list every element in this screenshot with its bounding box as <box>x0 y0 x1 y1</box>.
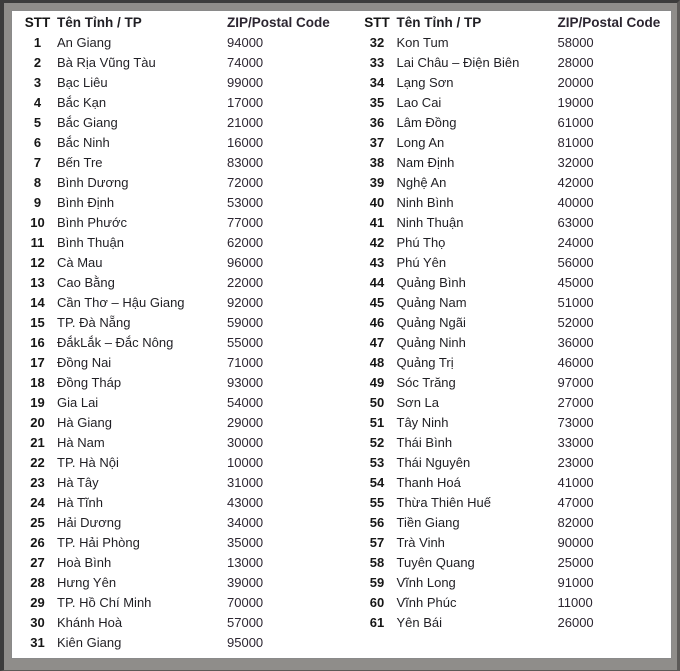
row-province-name: Lai Châu – Điện Biên <box>396 55 520 70</box>
row-stt: 28 <box>30 575 45 590</box>
row-zip-code: 23000 <box>557 455 594 470</box>
row-stt: 17 <box>30 355 45 370</box>
table-row <box>358 273 672 293</box>
row-province-name: Quảng Bình <box>396 275 466 290</box>
row-province-name: Thừa Thiên Huế <box>396 495 491 510</box>
row-stt: 48 <box>369 355 385 370</box>
row-stt: 60 <box>369 595 385 610</box>
row-zip-code: 71000 <box>227 355 264 370</box>
row-zip-code: 42000 <box>557 175 594 190</box>
table-row <box>358 533 672 553</box>
row-province-name: Nam Định <box>396 155 455 170</box>
table-row <box>18 133 342 153</box>
row-province-name: Long An <box>396 135 445 150</box>
row-stt: 9 <box>33 195 42 210</box>
row-province-name: Yên Bái <box>396 615 443 630</box>
row-stt: 13 <box>30 275 45 290</box>
row-zip-code: 57000 <box>227 615 264 630</box>
row-zip-code: 26000 <box>557 615 594 630</box>
row-zip-code: 13000 <box>227 555 264 570</box>
row-stt: 27 <box>30 555 45 570</box>
table-row <box>18 433 342 453</box>
row-province-name: TP. Hồ Chí Minh <box>57 595 152 610</box>
row-province-name: Sơn La <box>396 395 439 410</box>
row-zip-code: 74000 <box>227 55 264 70</box>
row-zip-code: 34000 <box>227 515 264 530</box>
row-province-name: Đồng Nai <box>57 355 112 370</box>
row-zip-code: 53000 <box>227 195 264 210</box>
table-body-right <box>358 33 672 633</box>
table-row <box>358 473 672 493</box>
row-stt: 2 <box>33 55 42 70</box>
postal-code-table-sheet <box>11 10 672 659</box>
row-stt: 54 <box>369 475 385 490</box>
row-stt: 37 <box>369 135 385 150</box>
row-zip-code: 11000 <box>557 595 593 610</box>
row-zip-code: 29000 <box>227 415 264 430</box>
row-zip-code: 10000 <box>227 455 264 470</box>
row-stt: 47 <box>369 335 385 350</box>
row-zip-code: 43000 <box>227 495 264 510</box>
row-zip-code: 99000 <box>227 75 264 90</box>
row-zip-code: 93000 <box>227 375 264 390</box>
row-province-name: Lâm Đồng <box>396 115 457 130</box>
table-row <box>358 193 672 213</box>
row-province-name: Bình Dương <box>57 175 129 190</box>
table-row <box>18 593 342 613</box>
row-stt: 16 <box>30 335 45 350</box>
table-header-right <box>358 13 672 33</box>
row-zip-code: 47000 <box>557 495 594 510</box>
row-zip-code: 70000 <box>227 595 264 610</box>
table-row <box>18 513 342 533</box>
row-province-name: Vĩnh Long <box>396 575 456 590</box>
table-row <box>358 553 672 573</box>
row-stt: 20 <box>30 415 45 430</box>
row-zip-code: 81000 <box>557 135 594 150</box>
row-zip-code: 27000 <box>557 395 594 410</box>
row-province-name: Tây Ninh <box>396 415 449 430</box>
table-row <box>358 433 672 453</box>
table-row <box>18 393 342 413</box>
table-row <box>358 153 672 173</box>
row-zip-code: 52000 <box>557 315 594 330</box>
row-stt: 51 <box>369 415 385 430</box>
row-province-name: Vĩnh Phúc <box>396 595 457 610</box>
row-stt: 21 <box>30 435 45 450</box>
row-zip-code: 30000 <box>227 435 264 450</box>
row-province-name: Bến Tre <box>57 155 103 170</box>
row-stt: 44 <box>369 275 385 290</box>
row-province-name: Quảng Nam <box>396 295 467 310</box>
table-row <box>358 53 672 73</box>
row-province-name: Tiền Giang <box>396 515 460 530</box>
row-stt: 59 <box>369 575 385 590</box>
row-stt: 10 <box>30 215 45 230</box>
row-stt: 15 <box>30 315 45 330</box>
row-zip-code: 83000 <box>227 155 264 170</box>
table-row <box>18 553 342 573</box>
row-stt: 50 <box>369 395 385 410</box>
row-stt: 56 <box>369 515 385 530</box>
table-row <box>18 333 342 353</box>
row-province-name: TP. Hà Nội <box>57 455 119 470</box>
row-province-name: TP. Đà Nẵng <box>57 315 131 330</box>
row-province-name: Sóc Trăng <box>396 375 456 390</box>
row-province-name: Tuyên Quang <box>396 555 475 570</box>
table-row <box>358 213 672 233</box>
row-stt: 40 <box>369 195 385 210</box>
row-zip-code: 56000 <box>557 255 594 270</box>
row-province-name: TP. Hải Phòng <box>57 535 140 550</box>
table-row <box>18 233 342 253</box>
row-zip-code: 32000 <box>557 155 594 170</box>
row-stt: 61 <box>369 615 385 630</box>
row-zip-code: 21000 <box>227 115 264 130</box>
row-zip-code: 97000 <box>557 375 594 390</box>
row-zip-code: 36000 <box>557 335 594 350</box>
row-zip-code: 28000 <box>557 55 594 70</box>
row-stt: 34 <box>369 75 385 90</box>
row-stt: 12 <box>30 255 45 270</box>
province-zip-table-right <box>342 13 672 658</box>
table-row <box>358 333 672 353</box>
row-zip-code: 51000 <box>557 295 594 310</box>
row-zip-code: 31000 <box>227 475 264 490</box>
table-row <box>358 393 672 413</box>
row-stt: 45 <box>369 295 385 310</box>
row-zip-code: 73000 <box>557 415 594 430</box>
row-province-name: Hà Tây <box>57 475 99 490</box>
row-zip-code: 20000 <box>557 75 594 90</box>
row-province-name: Lạng Sơn <box>396 75 454 90</box>
row-zip-code: 55000 <box>227 335 264 350</box>
row-stt: 32 <box>369 35 385 50</box>
row-stt: 6 <box>33 135 42 150</box>
row-stt: 18 <box>30 375 45 390</box>
row-zip-code: 58000 <box>557 35 594 50</box>
row-zip-code: 63000 <box>557 215 594 230</box>
row-zip-code: 54000 <box>227 395 264 410</box>
row-province-name: Quảng Ngãi <box>396 315 466 330</box>
row-province-name: Đồng Tháp <box>57 375 122 390</box>
table-row <box>358 233 672 253</box>
row-zip-code: 41000 <box>557 475 594 490</box>
header-province-name: Tên Tỉnh / TP <box>57 15 142 30</box>
row-zip-code: 16000 <box>227 135 264 150</box>
row-province-name: Thanh Hoá <box>396 475 461 490</box>
row-zip-code: 72000 <box>227 175 264 190</box>
table-row <box>18 93 342 113</box>
row-zip-code: 94000 <box>227 35 264 50</box>
row-zip-code: 46000 <box>557 355 594 370</box>
row-zip-code: 77000 <box>227 215 264 230</box>
row-stt: 38 <box>369 155 385 170</box>
row-province-name: Quảng Ninh <box>396 335 466 350</box>
header-zip-code: ZIP/Postal Code <box>557 15 661 30</box>
row-province-name: Thái Nguyên <box>396 455 471 470</box>
row-stt: 41 <box>369 215 385 230</box>
table-row <box>18 613 342 633</box>
table-row <box>18 193 342 213</box>
row-zip-code: 24000 <box>557 235 594 250</box>
row-zip-code: 95000 <box>227 635 264 650</box>
row-zip-code: 61000 <box>557 115 594 130</box>
row-stt: 31 <box>30 635 45 650</box>
row-stt: 23 <box>30 475 45 490</box>
row-zip-code: 45000 <box>557 275 594 290</box>
table-row <box>18 493 342 513</box>
table-row <box>18 453 342 473</box>
row-zip-code: 35000 <box>227 535 264 550</box>
row-stt: 53 <box>369 455 385 470</box>
row-province-name: Thái Bình <box>396 435 453 450</box>
row-zip-code: 19000 <box>557 95 594 110</box>
row-zip-code: 92000 <box>227 295 264 310</box>
row-zip-code: 33000 <box>557 435 594 450</box>
row-province-name: Nghệ An <box>396 175 447 190</box>
row-province-name: Bình Định <box>57 195 115 210</box>
table-row <box>18 573 342 593</box>
row-zip-code: 96000 <box>227 255 264 270</box>
header-stt: STT <box>364 15 390 30</box>
row-province-name: Hải Dương <box>57 515 122 530</box>
row-zip-code: 59000 <box>227 315 264 330</box>
table-row <box>358 93 672 113</box>
row-province-name: An Giang <box>57 35 112 50</box>
row-province-name: Trà Vinh <box>396 535 445 550</box>
row-province-name: Bình Phước <box>57 215 127 230</box>
row-province-name: Kon Tum <box>396 35 449 50</box>
row-stt: 24 <box>30 495 45 510</box>
table-row <box>18 533 342 553</box>
row-stt: 19 <box>30 395 45 410</box>
row-stt: 4 <box>33 95 42 110</box>
row-stt: 43 <box>369 255 385 270</box>
table-row <box>18 373 342 393</box>
header-stt: STT <box>24 15 51 30</box>
table-row <box>18 473 342 493</box>
row-province-name: Kiên Giang <box>57 635 122 650</box>
row-zip-code: 39000 <box>227 575 264 590</box>
row-province-name: Ninh Bình <box>396 195 454 210</box>
row-province-name: Cao Bằng <box>57 275 115 290</box>
table-row <box>358 73 672 93</box>
row-stt: 29 <box>30 595 45 610</box>
table-row <box>18 413 342 433</box>
row-province-name: Phú Thọ <box>396 235 446 250</box>
row-stt: 57 <box>369 535 385 550</box>
province-zip-table-left <box>12 13 342 658</box>
row-province-name: Hà Nam <box>57 435 105 450</box>
table-row <box>358 593 672 613</box>
row-zip-code: 40000 <box>557 195 594 210</box>
row-province-name: Quảng Trị <box>396 355 454 370</box>
row-stt: 8 <box>33 175 42 190</box>
row-province-name: Lao Cai <box>396 95 442 110</box>
row-province-name: Gia Lai <box>57 395 99 410</box>
table-row <box>18 353 342 373</box>
header-zip-code: ZIP/Postal Code <box>227 15 330 30</box>
row-stt: 22 <box>30 455 45 470</box>
table-row <box>18 293 342 313</box>
row-zip-code: 82000 <box>557 515 594 530</box>
row-zip-code: 17000 <box>227 95 264 110</box>
row-stt: 58 <box>369 555 385 570</box>
table-row <box>358 33 672 53</box>
table-row <box>18 273 342 293</box>
row-province-name: Bắc Giang <box>57 115 118 130</box>
row-province-name: Ninh Thuận <box>396 215 464 230</box>
row-stt: 35 <box>369 95 385 110</box>
row-stt: 25 <box>30 515 45 530</box>
row-stt: 55 <box>369 495 385 510</box>
table-row <box>18 173 342 193</box>
row-province-name: Cần Thơ – Hậu Giang <box>57 295 185 310</box>
row-province-name: Khánh Hoà <box>57 615 123 630</box>
row-stt: 3 <box>33 75 42 90</box>
table-row <box>358 313 672 333</box>
row-province-name: Cà Mau <box>57 255 103 270</box>
row-stt: 42 <box>369 235 385 250</box>
table-row <box>358 573 672 593</box>
table-row <box>18 633 342 653</box>
row-province-name: Hoà Bình <box>57 555 112 570</box>
table-row <box>358 453 672 473</box>
table-row <box>358 173 672 193</box>
table-row <box>18 53 342 73</box>
row-stt: 26 <box>30 535 45 550</box>
table-row <box>358 353 672 373</box>
row-province-name: Bạc Liêu <box>57 75 108 90</box>
table-row <box>18 33 342 53</box>
row-zip-code: 62000 <box>227 235 264 250</box>
table-row <box>358 493 672 513</box>
row-province-name: Hà Tĩnh <box>57 495 104 510</box>
row-stt: 52 <box>369 435 385 450</box>
table-row <box>358 253 672 273</box>
row-province-name: Bắc Kạn <box>57 95 107 110</box>
table-row <box>358 113 672 133</box>
table-row <box>358 513 672 533</box>
row-stt: 39 <box>369 175 385 190</box>
row-province-name: Hà Giang <box>57 415 112 430</box>
row-stt: 33 <box>369 55 385 70</box>
table-row <box>18 73 342 93</box>
row-zip-code: 22000 <box>227 275 264 290</box>
table-row <box>18 313 342 333</box>
table-row <box>18 153 342 173</box>
table-row <box>18 253 342 273</box>
table-row <box>358 293 672 313</box>
table-header-left <box>18 13 342 33</box>
row-province-name: Bà Rịa Vũng Tàu <box>57 55 156 70</box>
row-province-name: ĐắkLắk – Đắc Nông <box>57 335 174 350</box>
row-province-name: Hưng Yên <box>57 575 117 590</box>
row-province-name: Phú Yên <box>396 255 447 270</box>
row-stt: 30 <box>30 615 45 630</box>
row-zip-code: 90000 <box>557 535 594 550</box>
row-stt: 49 <box>369 375 385 390</box>
table-row <box>358 373 672 393</box>
row-zip-code: 91000 <box>557 575 594 590</box>
table-row <box>358 413 672 433</box>
table-row <box>18 213 342 233</box>
row-zip-code: 25000 <box>557 555 594 570</box>
row-stt: 1 <box>33 35 42 50</box>
row-stt: 14 <box>30 295 45 310</box>
row-province-name: Bắc Ninh <box>57 135 110 150</box>
row-province-name: Bình Thuận <box>57 235 124 250</box>
row-stt: 36 <box>369 115 385 130</box>
table-body-left <box>18 33 342 653</box>
row-stt: 7 <box>33 155 42 170</box>
table-row <box>358 133 672 153</box>
table-row <box>358 613 672 633</box>
table-row <box>18 113 342 133</box>
row-stt: 5 <box>33 115 42 130</box>
header-province-name: Tên Tỉnh / TP <box>396 15 482 30</box>
row-stt: 11 <box>30 235 45 250</box>
row-stt: 46 <box>369 315 385 330</box>
